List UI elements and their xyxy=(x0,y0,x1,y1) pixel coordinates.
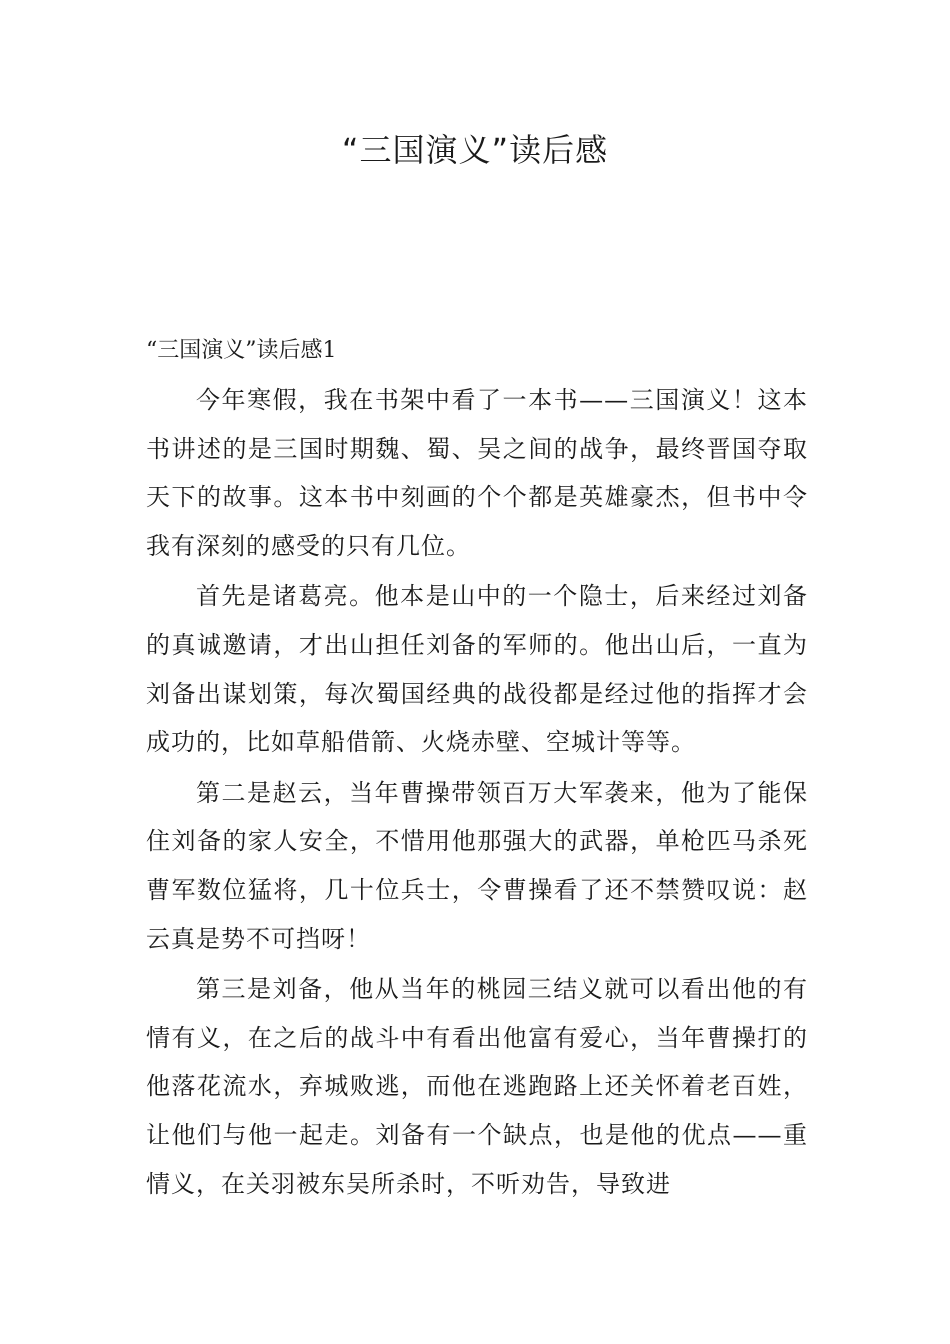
paragraph-zhao-yun: 第二是赵云，当年曹操带领百万大军袭来，他为了能保住刘备的家人安全，不惜用他那强大的武器，单枪匹马杀死曹军数位猛将，几十位兵士，令曹操看了还不禁赞叹说：赵云真是势不可挡呀！ xyxy=(146,778,808,953)
section-heading: “三国演义”读后感1 xyxy=(146,338,337,363)
paragraph-liu-bei: 第三是刘备，他从当年的桃园三结义就可以看出他的有情有义，在之后的战斗中有看出他富有爱心，当年曹操打的他落花流水，弃城败逃，而他在逃跑路上还关怀着老百姓，让他们与他一起走。刘备有一个缺点，也是他的优点——重情义，在关羽被东吴所杀时，不听劝告，导致进 xyxy=(146,975,808,1198)
paragraph-zhuge-liang: 首先是诸葛亮。他本是山中的一个隐士，后来经过刘备的真诚邀请，才出山担任刘备的军师的。他出山后，一直为刘备出谋划策，每次蜀国经典的战役都是经过他的指挥才会成功的，比如草船借箭、火烧赤壁、空城计等等。 xyxy=(146,582,808,757)
document-body xyxy=(146,330,808,1210)
paragraph-intro: 今年寒假，我在书架中看了一本书——三国演义！这本书讲述的是三国时期魏、蜀、吴之间的战争，最终晋国夺取天下的故事。这本书中刻画的个个都是英雄豪杰，但书中令我有深刻的感受的只有几位。 xyxy=(146,386,808,560)
document-title: “三国演义”读后感 xyxy=(341,131,609,169)
